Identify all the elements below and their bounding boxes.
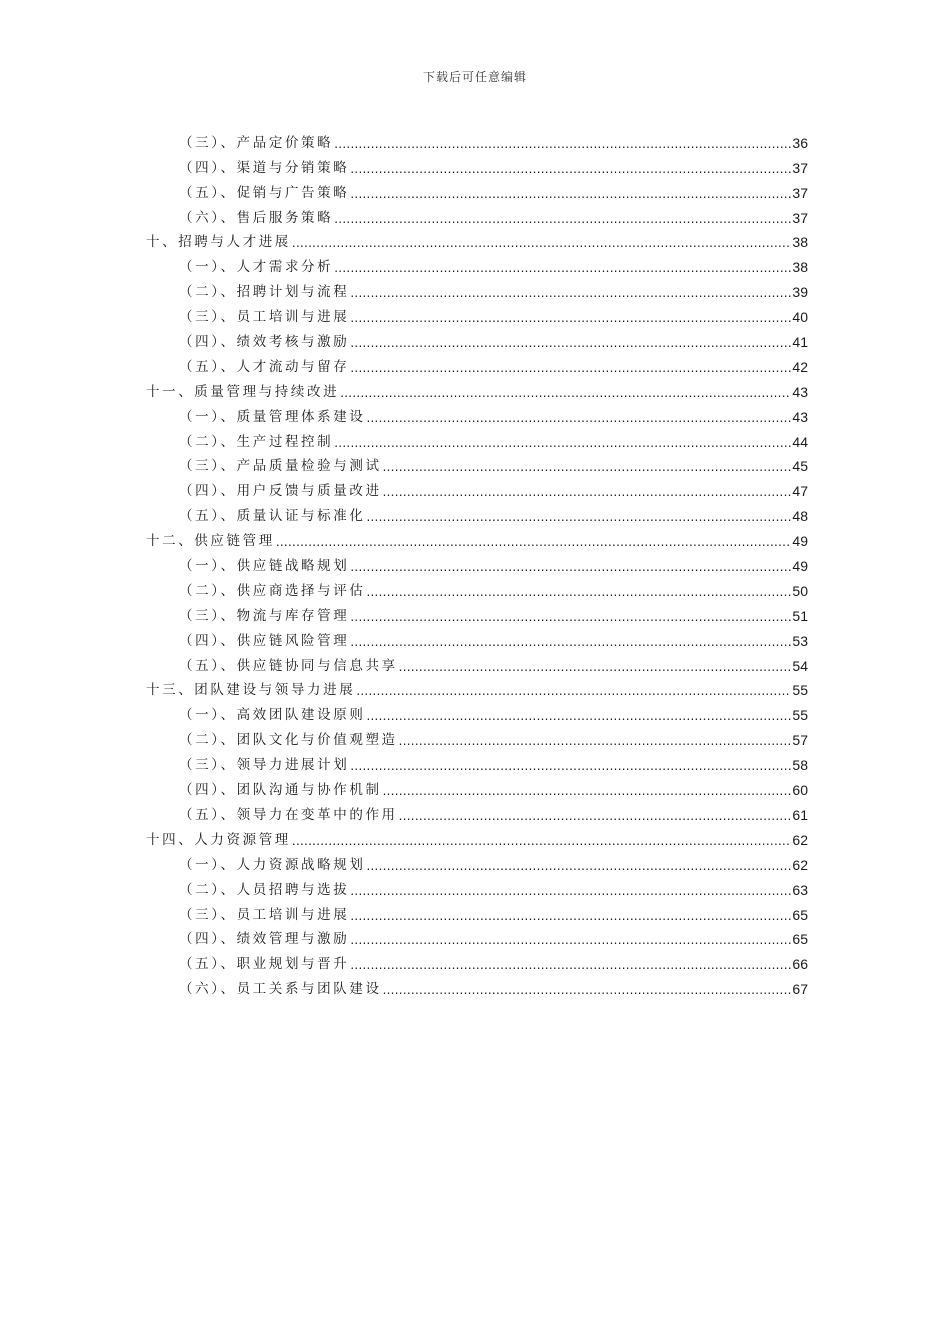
toc-page-number: 55 [792,707,808,724]
toc-dot-leader [383,783,792,798]
toc-entry-title: （三）、员工培训与进展 [179,906,350,923]
toc-dot-leader [366,858,791,873]
toc-page-number: 36 [792,134,808,151]
toc-dot-leader [350,634,791,649]
toc-entry-title: （二）、供应商选择与评估 [179,582,366,599]
toc-dot-leader [350,957,791,972]
toc-section-entry[interactable] [146,624,808,649]
toc-page-number: 40 [792,309,808,326]
toc-section-entry[interactable] [146,450,808,475]
toc-page-number: 49 [792,558,808,575]
toc-dot-leader [334,136,791,151]
toc-entry-title: （四）、绩效考核与激励 [179,334,350,351]
toc-entry-title: （三）、产品定价策略 [179,134,334,151]
toc-chapter-entry[interactable] [146,524,808,549]
toc-entry-title: （五）、促销与广告策略 [179,184,350,201]
toc-entry-title: （一）、人才需求分析 [179,259,334,276]
toc-entry-title: 十二、供应链管理 [146,533,275,550]
toc-section-entry[interactable] [146,176,808,201]
toc-dot-leader [350,335,791,350]
toc-page-number: 58 [792,757,808,774]
toc-entry-title: （六）、员工关系与团队建设 [179,981,382,998]
toc-section-entry[interactable] [146,698,808,723]
toc-page-number: 62 [792,856,808,873]
toc-section-entry[interactable] [146,873,808,898]
toc-entry-title: （四）、渠道与分销策略 [179,159,350,176]
toc-entry-title: （三）、物流与库存管理 [179,607,350,624]
toc-section-entry[interactable] [146,898,808,923]
page-header: 下载后可任意编辑 [422,70,527,84]
toc-section-entry[interactable] [146,549,808,574]
toc-chapter-entry[interactable] [146,823,808,848]
toc-entry-title: （三）、产品质量检验与测试 [179,458,382,475]
toc-page-number: 50 [792,582,808,599]
toc-page-number: 41 [792,334,808,351]
toc-dot-leader [366,584,791,599]
toc-section-entry[interactable] [146,275,808,300]
toc-dot-leader [383,484,792,499]
toc-entry-title: 十四、人力资源管理 [146,831,291,848]
toc-page-number: 66 [792,956,808,973]
toc-dot-leader [350,609,791,624]
toc-page-number: 60 [792,782,808,799]
table-of-contents [146,126,808,997]
toc-dot-leader [350,758,791,773]
toc-page-number: 61 [792,806,808,823]
toc-dot-leader [334,435,791,450]
toc-page-number: 37 [792,184,808,201]
toc-dot-leader [334,211,791,226]
toc-page-number: 43 [792,383,808,400]
toc-entry-title: （二）、团队文化与价值观塑造 [179,732,398,749]
toc-dot-leader [350,360,791,375]
toc-section-entry[interactable] [146,250,808,275]
toc-dot-leader [292,235,792,250]
toc-dot-leader [350,908,791,923]
toc-page-number: 63 [792,881,808,898]
toc-entry-title: （一）、质量管理体系建设 [179,408,366,425]
toc-page-number: 45 [792,458,808,475]
toc-dot-leader [350,932,791,947]
toc-page-number: 65 [792,906,808,923]
toc-page-number: 37 [792,209,808,226]
toc-page-number: 62 [792,831,808,848]
toc-dot-leader [350,310,791,325]
toc-entry-title: （四）、用户反馈与质量改进 [179,483,382,500]
toc-entry-title: （一）、供应链战略规划 [179,558,350,575]
toc-page-number: 67 [792,981,808,998]
toc-section-entry[interactable] [146,474,808,499]
toc-dot-leader [350,161,791,176]
toc-page-number: 38 [792,259,808,276]
toc-page-number: 37 [792,159,808,176]
toc-dot-leader [356,683,791,698]
toc-section-entry[interactable] [146,798,808,823]
toc-page-number: 48 [792,508,808,525]
toc-section-entry[interactable] [146,574,808,599]
toc-dot-leader [366,410,791,425]
toc-entry-title: （三）、领导力进展计划 [179,757,350,774]
toc-section-entry[interactable] [146,773,808,798]
toc-section-entry[interactable] [146,748,808,773]
toc-section-entry[interactable] [146,649,808,674]
toc-entry-title: （六）、售后服务策略 [179,209,334,226]
toc-page-number: 65 [792,931,808,948]
toc-entry-title: 十三、团队建设与领导力进展 [146,682,356,699]
toc-section-entry[interactable] [146,923,808,948]
toc-section-entry[interactable] [146,126,808,151]
toc-section-entry[interactable] [146,201,808,226]
toc-entry-title: （五）、职业规划与晋升 [179,956,350,973]
toc-dot-leader [334,260,791,275]
toc-chapter-entry[interactable] [146,226,808,251]
toc-entry-title: （五）、人才流动与留存 [179,358,350,375]
toc-section-entry[interactable] [146,723,808,748]
toc-page-number: 43 [792,408,808,425]
toc-chapter-entry[interactable] [146,674,808,699]
toc-page-number: 39 [792,284,808,301]
toc-entry-title: 十、招聘与人才进展 [146,234,291,251]
toc-entry-title: （一）、高效团队建设原则 [179,707,366,724]
toc-page-number: 55 [792,682,808,699]
toc-dot-leader [350,883,791,898]
toc-section-entry[interactable] [146,947,808,972]
toc-dot-leader [276,534,792,549]
toc-section-entry[interactable] [146,325,808,350]
toc-dot-leader [366,708,791,723]
toc-page-number: 57 [792,732,808,749]
toc-dot-leader [350,285,791,300]
toc-dot-leader [350,186,791,201]
toc-dot-leader [292,833,792,848]
toc-page-number: 53 [792,632,808,649]
toc-dot-leader [383,459,792,474]
toc-chapter-entry[interactable] [146,375,808,400]
toc-dot-leader [350,559,791,574]
toc-entry-title: （四）、供应链风险管理 [179,632,350,649]
toc-entry-title: （二）、人员招聘与选拔 [179,881,350,898]
toc-page-number: 54 [792,657,808,674]
toc-section-entry[interactable] [146,350,808,375]
toc-dot-leader [399,808,792,823]
toc-page-number: 49 [792,533,808,550]
toc-section-entry[interactable] [146,400,808,425]
toc-entry-title: （四）、团队沟通与协作机制 [179,782,382,799]
toc-page-number: 47 [792,483,808,500]
toc-entry-title: 十一、质量管理与持续改进 [146,383,340,400]
toc-entry-title: （四）、绩效管理与激励 [179,931,350,948]
toc-dot-leader [383,982,792,997]
toc-page-number: 38 [792,234,808,251]
toc-dot-leader [366,509,791,524]
toc-section-entry[interactable] [146,499,808,524]
toc-entry-title: （五）、质量认证与标准化 [179,508,366,525]
toc-dot-leader [399,733,792,748]
toc-section-entry[interactable] [146,848,808,873]
toc-entry-title: （三）、员工培训与进展 [179,309,350,326]
toc-section-entry[interactable] [146,151,808,176]
toc-section-entry[interactable] [146,425,808,450]
toc-page-number: 42 [792,358,808,375]
toc-entry-title: （二）、招聘计划与流程 [179,284,350,301]
toc-page-number: 44 [792,433,808,450]
toc-dot-leader [340,385,791,400]
toc-page-number: 51 [792,607,808,624]
toc-entry-title: （一）、人力资源战略规划 [179,856,366,873]
toc-entry-title: （二）、生产过程控制 [179,433,334,450]
toc-dot-leader [399,659,792,674]
toc-section-entry[interactable] [146,300,808,325]
toc-entry-title: （五）、供应链协同与信息共享 [179,657,398,674]
toc-section-entry[interactable] [146,599,808,624]
toc-section-entry[interactable] [146,972,808,997]
toc-entry-title: （五）、领导力在变革中的作用 [179,806,398,823]
